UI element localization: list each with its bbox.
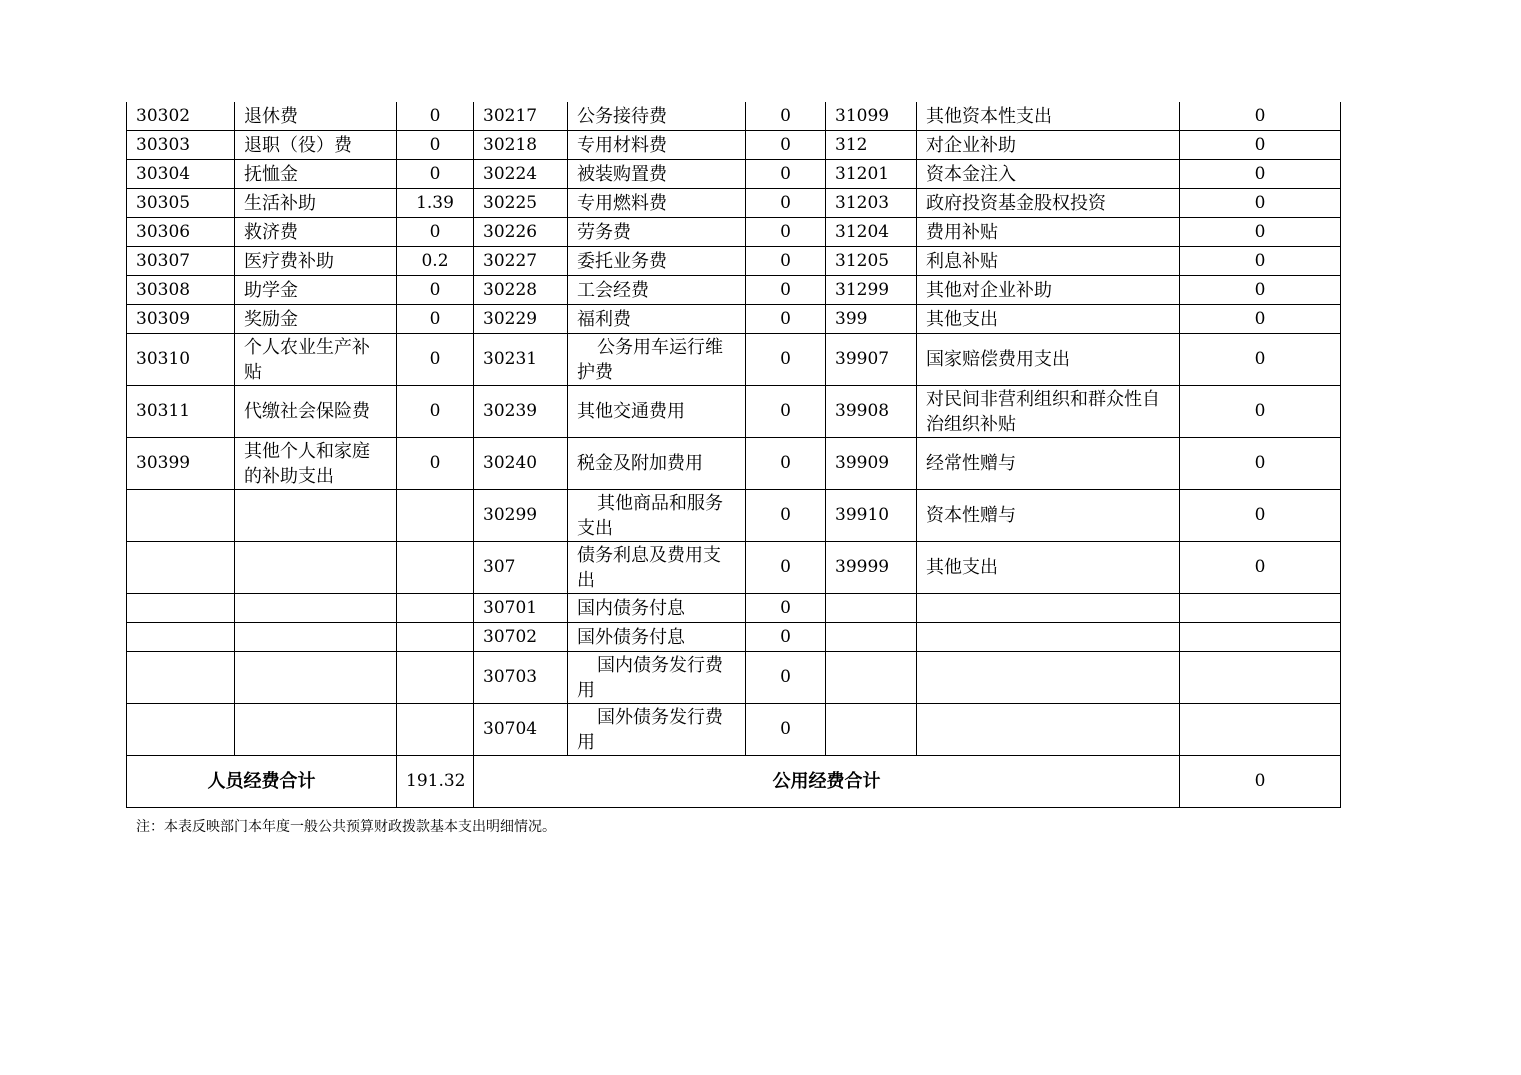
code-cell: 30227: [474, 247, 568, 276]
table-row: [127, 623, 1341, 652]
item-name-cell: 其他支出: [917, 542, 1180, 594]
amount-cell: 0: [746, 218, 826, 247]
table-row: [127, 542, 1341, 594]
code-cell: 39999: [826, 542, 917, 594]
amount-cell: [1180, 704, 1341, 756]
item-name-cell: 费用补贴: [917, 218, 1180, 247]
code-cell: [127, 490, 235, 542]
item-name-cell: 资本金注入: [917, 160, 1180, 189]
code-cell: 30311: [127, 386, 235, 438]
code-cell: 39908: [826, 386, 917, 438]
item-name-cell: 其他资本性支出: [917, 102, 1180, 131]
code-cell: [127, 542, 235, 594]
item-name-cell: [235, 490, 397, 542]
amount-cell: 0: [746, 247, 826, 276]
item-name-cell: 代缴社会保险费: [235, 386, 397, 438]
table-row: [127, 704, 1341, 756]
amount-cell: 0: [1180, 131, 1341, 160]
totals-row: [127, 756, 1341, 808]
amount-cell: 0: [1180, 218, 1341, 247]
amount-cell: [1180, 594, 1341, 623]
item-name-cell: 生活补助: [235, 189, 397, 218]
code-cell: [127, 594, 235, 623]
table-row: [127, 594, 1341, 623]
table-row: [127, 189, 1341, 218]
public-total-value: 0: [1180, 756, 1341, 808]
code-cell: 30304: [127, 160, 235, 189]
code-cell: [127, 623, 235, 652]
item-name-cell: 国内债务发行费用: [568, 652, 746, 704]
code-cell: 31203: [826, 189, 917, 218]
amount-cell: 0: [746, 704, 826, 756]
amount-cell: 0: [746, 594, 826, 623]
amount-cell: 0: [746, 623, 826, 652]
amount-cell: 0: [1180, 334, 1341, 386]
item-name-cell: [917, 704, 1180, 756]
item-name-cell: 公务接待费: [568, 102, 746, 131]
amount-cell: 0: [1180, 438, 1341, 490]
item-name-cell: 公务用车运行维护费: [568, 334, 746, 386]
amount-cell: 0: [746, 131, 826, 160]
item-name-cell: 对民间非营利组织和群众性自治组织补贴: [917, 386, 1180, 438]
code-cell: 30228: [474, 276, 568, 305]
code-cell: 30218: [474, 131, 568, 160]
budget-expenditure-table: [126, 102, 1341, 808]
item-name-cell: 被装购置费: [568, 160, 746, 189]
amount-cell: 0: [397, 160, 474, 189]
amount-cell: [397, 490, 474, 542]
code-cell: 30239: [474, 386, 568, 438]
item-name-cell: [917, 623, 1180, 652]
item-name-cell: 国内债务付息: [568, 594, 746, 623]
item-name-cell: 其他支出: [917, 305, 1180, 334]
item-name-cell: 个人农业生产补贴: [235, 334, 397, 386]
code-cell: 31201: [826, 160, 917, 189]
code-cell: 312: [826, 131, 917, 160]
item-name-cell: 退休费: [235, 102, 397, 131]
code-cell: 30308: [127, 276, 235, 305]
code-cell: 39909: [826, 438, 917, 490]
code-cell: 30703: [474, 652, 568, 704]
item-name-cell: 对企业补助: [917, 131, 1180, 160]
amount-cell: 0: [746, 438, 826, 490]
table-body: [127, 102, 1341, 756]
amount-cell: 0.2: [397, 247, 474, 276]
amount-cell: 0: [397, 276, 474, 305]
public-total-label: 公用经费合计: [474, 756, 1180, 808]
table-row: [127, 131, 1341, 160]
item-name-cell: 委托业务费: [568, 247, 746, 276]
code-cell: 30225: [474, 189, 568, 218]
item-name-cell: 其他交通费用: [568, 386, 746, 438]
amount-cell: 0: [1180, 542, 1341, 594]
code-cell: 30702: [474, 623, 568, 652]
amount-cell: [397, 623, 474, 652]
table-footnote: 注：本表反映部门本年度一般公共预算财政拨款基本支出明细情况。: [136, 819, 556, 835]
amount-cell: 0: [746, 334, 826, 386]
code-cell: 30240: [474, 438, 568, 490]
table-row: [127, 438, 1341, 490]
amount-cell: [1180, 652, 1341, 704]
item-name-cell: 资本性赠与: [917, 490, 1180, 542]
code-cell: 39910: [826, 490, 917, 542]
amount-cell: 0: [397, 386, 474, 438]
code-cell: 30217: [474, 102, 568, 131]
amount-cell: [397, 594, 474, 623]
code-cell: 31099: [826, 102, 917, 131]
code-cell: 30310: [127, 334, 235, 386]
item-name-cell: 工会经费: [568, 276, 746, 305]
personnel-total-label: 人员经费合计: [127, 756, 397, 808]
amount-cell: 0: [1180, 386, 1341, 438]
code-cell: 30306: [127, 218, 235, 247]
item-name-cell: 国家赔偿费用支出: [917, 334, 1180, 386]
amount-cell: [397, 704, 474, 756]
amount-cell: 0: [746, 542, 826, 594]
amount-cell: 0: [397, 102, 474, 131]
table-row: [127, 490, 1341, 542]
code-cell: 30302: [127, 102, 235, 131]
amount-cell: 0: [746, 652, 826, 704]
item-name-cell: 奖励金: [235, 305, 397, 334]
code-cell: 30224: [474, 160, 568, 189]
code-cell: 30305: [127, 189, 235, 218]
table-row: [127, 652, 1341, 704]
item-name-cell: 利息补贴: [917, 247, 1180, 276]
code-cell: 30701: [474, 594, 568, 623]
personnel-total-value: 191.32: [397, 756, 474, 808]
code-cell: 31204: [826, 218, 917, 247]
item-name-cell: 债务利息及费用支出: [568, 542, 746, 594]
amount-cell: 0: [746, 305, 826, 334]
item-name-cell: [917, 652, 1180, 704]
code-cell: 307: [474, 542, 568, 594]
code-cell: [826, 594, 917, 623]
amount-cell: 0: [746, 490, 826, 542]
amount-cell: 0: [1180, 276, 1341, 305]
item-name-cell: 专用材料费: [568, 131, 746, 160]
item-name-cell: 国外债务发行费用: [568, 704, 746, 756]
item-name-cell: 其他商品和服务支出: [568, 490, 746, 542]
table-row: [127, 247, 1341, 276]
item-name-cell: [917, 594, 1180, 623]
item-name-cell: [235, 704, 397, 756]
table-row: [127, 160, 1341, 189]
table-row: [127, 386, 1341, 438]
code-cell: 39907: [826, 334, 917, 386]
amount-cell: [1180, 623, 1341, 652]
item-name-cell: [235, 594, 397, 623]
code-cell: 30303: [127, 131, 235, 160]
amount-cell: [397, 652, 474, 704]
amount-cell: 0: [746, 160, 826, 189]
amount-cell: 0: [397, 218, 474, 247]
item-name-cell: 税金及附加费用: [568, 438, 746, 490]
item-name-cell: 劳务费: [568, 218, 746, 247]
item-name-cell: 福利费: [568, 305, 746, 334]
code-cell: 30399: [127, 438, 235, 490]
code-cell: [127, 704, 235, 756]
amount-cell: 0: [1180, 189, 1341, 218]
item-name-cell: 救济费: [235, 218, 397, 247]
item-name-cell: 助学金: [235, 276, 397, 305]
code-cell: 31299: [826, 276, 917, 305]
item-name-cell: 抚恤金: [235, 160, 397, 189]
item-name-cell: 其他对企业补助: [917, 276, 1180, 305]
item-name-cell: 经常性赠与: [917, 438, 1180, 490]
code-cell: 30229: [474, 305, 568, 334]
code-cell: 30231: [474, 334, 568, 386]
item-name-cell: 国外债务付息: [568, 623, 746, 652]
code-cell: [826, 704, 917, 756]
code-cell: 30309: [127, 305, 235, 334]
table-row: [127, 334, 1341, 386]
code-cell: 30226: [474, 218, 568, 247]
amount-cell: 0: [1180, 490, 1341, 542]
table-row: [127, 305, 1341, 334]
table-row: [127, 102, 1341, 131]
code-cell: 30299: [474, 490, 568, 542]
item-name-cell: 退职（役）费: [235, 131, 397, 160]
amount-cell: 0: [1180, 102, 1341, 131]
amount-cell: 0: [1180, 160, 1341, 189]
item-name-cell: 其他个人和家庭的补助支出: [235, 438, 397, 490]
amount-cell: 0: [397, 305, 474, 334]
amount-cell: 0: [746, 386, 826, 438]
amount-cell: 0: [746, 189, 826, 218]
item-name-cell: 政府投资基金股权投资: [917, 189, 1180, 218]
code-cell: [826, 652, 917, 704]
code-cell: [127, 652, 235, 704]
item-name-cell: 专用燃料费: [568, 189, 746, 218]
code-cell: 31205: [826, 247, 917, 276]
amount-cell: 0: [397, 438, 474, 490]
amount-cell: 0: [746, 276, 826, 305]
item-name-cell: [235, 623, 397, 652]
amount-cell: 0: [1180, 305, 1341, 334]
code-cell: 30307: [127, 247, 235, 276]
item-name-cell: [235, 652, 397, 704]
amount-cell: 0: [397, 131, 474, 160]
item-name-cell: [235, 542, 397, 594]
amount-cell: 0: [746, 102, 826, 131]
table-row: [127, 276, 1341, 305]
amount-cell: 0: [1180, 247, 1341, 276]
code-cell: 30704: [474, 704, 568, 756]
code-cell: [826, 623, 917, 652]
code-cell: 399: [826, 305, 917, 334]
table-row: [127, 218, 1341, 247]
amount-cell: 0: [397, 334, 474, 386]
item-name-cell: 医疗费补助: [235, 247, 397, 276]
amount-cell: [397, 542, 474, 594]
amount-cell: 1.39: [397, 189, 474, 218]
